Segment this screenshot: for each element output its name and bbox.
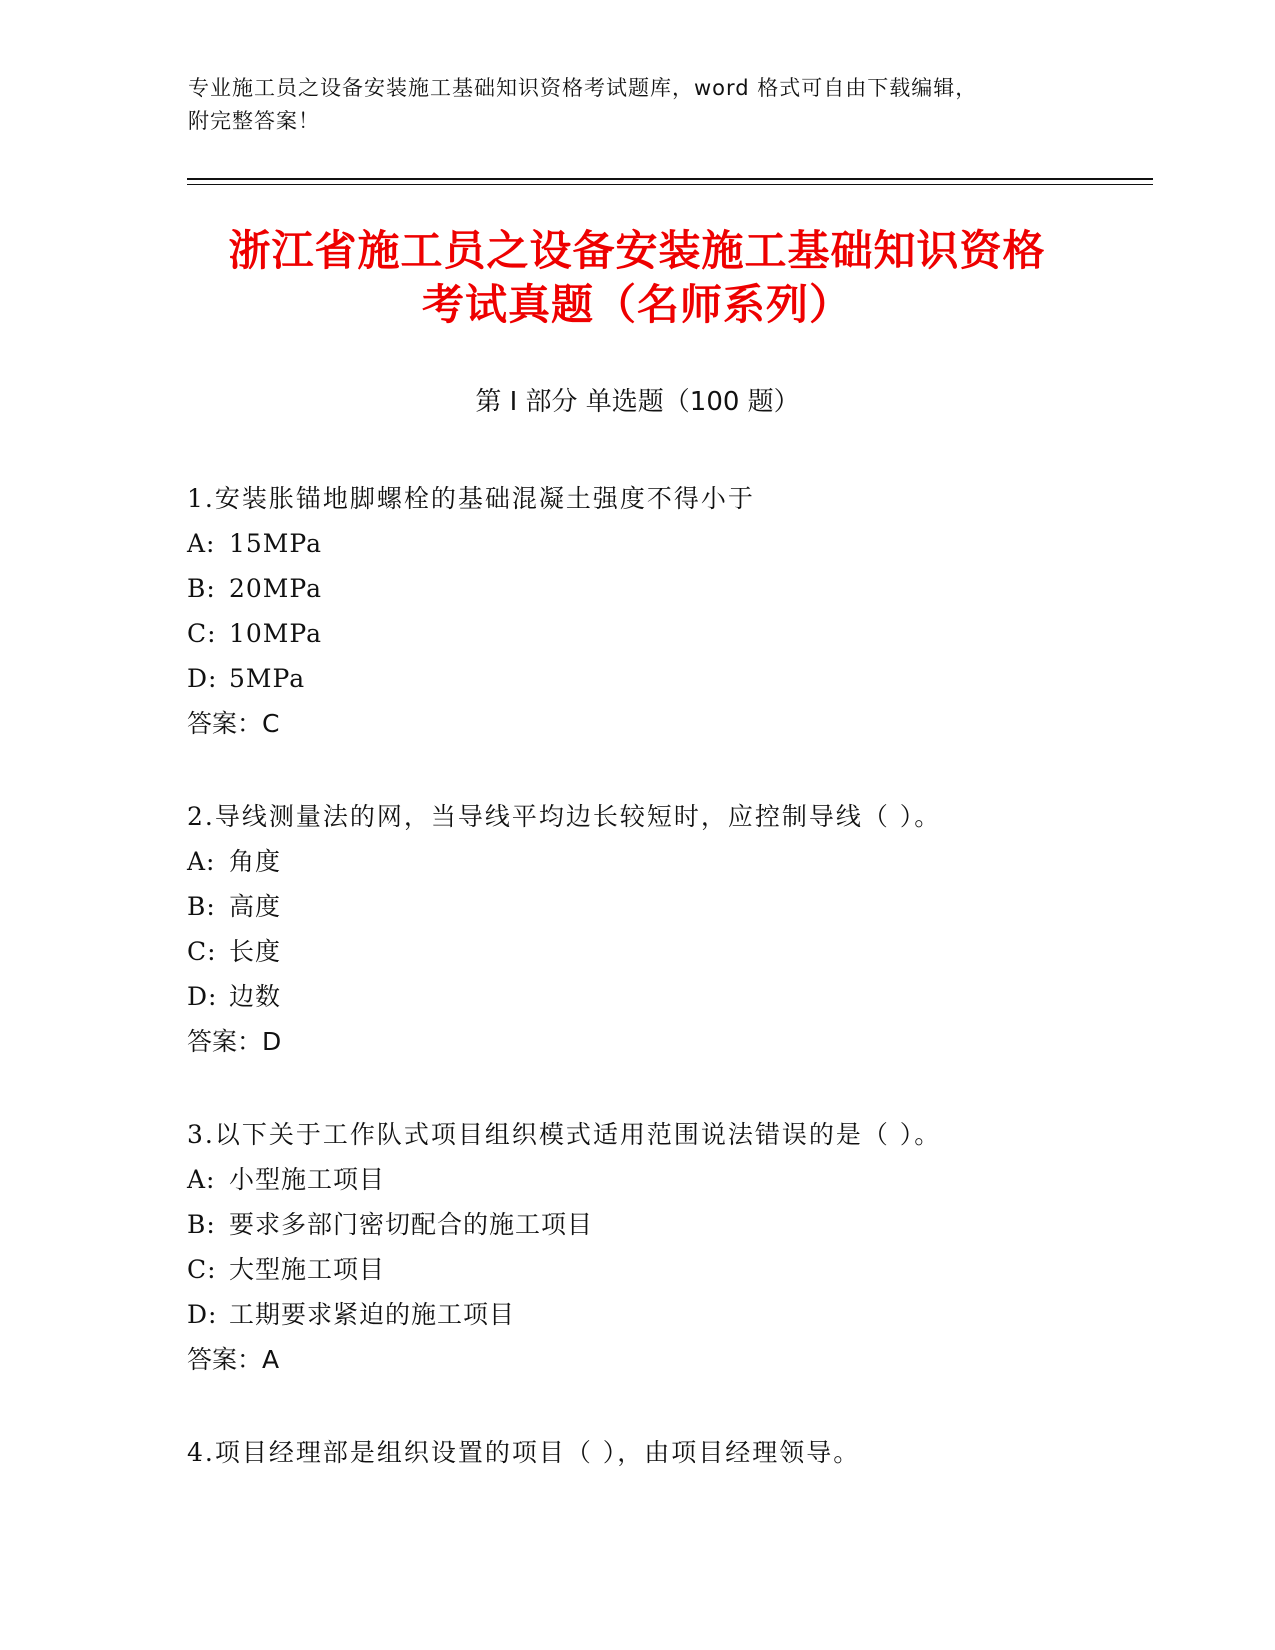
question-item (187, 476, 1147, 746)
option-key: C: (187, 619, 217, 648)
question-stem: 2.导线测量法的网，当导线平均边长较短时，应控制导线（ ）。 (187, 802, 942, 831)
option-key: B: (187, 892, 216, 921)
answer-line: 答案：A (187, 1345, 280, 1374)
option-text: 高度 (229, 892, 282, 921)
section-heading: 第 I 部分 单选题（100 题） (475, 387, 800, 417)
option-key: A: (187, 847, 216, 876)
question-stem: 3.以下关于工作队式项目组织模式适用范围说法错误的是（ ）。 (187, 1120, 942, 1149)
option-a (187, 1157, 1147, 1202)
question-stem: 1.安装胀锚地脚螺栓的基础混凝土强度不得小于 (187, 484, 755, 513)
option-c (187, 611, 1147, 656)
question-list (187, 476, 1147, 1523)
document-title-line-1: 浙江省施工员之设备安装施工基础知识资格 (228, 226, 1046, 275)
answer-line: 答案：D (187, 1027, 282, 1056)
option-text: 15MPa (229, 529, 323, 558)
header-divider-thin (187, 184, 1153, 185)
option-key: C: (187, 937, 217, 966)
option-text: 10MPa (229, 619, 323, 648)
question-stem: 4.项目经理部是组织设置的项目（ ），由项目经理领导。 (187, 1438, 861, 1467)
option-key: C: (187, 1255, 217, 1284)
option-key: B: (187, 1210, 216, 1239)
option-c (187, 1247, 1147, 1292)
document-title (137, 224, 1137, 332)
option-d (187, 656, 1147, 701)
question-item (187, 1112, 1147, 1382)
option-text: 5MPa (229, 664, 306, 693)
option-text: 小型施工项目 (229, 1165, 386, 1194)
option-key: D: (187, 1300, 218, 1329)
option-key: D: (187, 664, 218, 693)
option-b (187, 1202, 1147, 1247)
option-key: A: (187, 529, 216, 558)
option-a (187, 839, 1147, 884)
option-text: 角度 (229, 847, 282, 876)
option-d (187, 1292, 1147, 1337)
option-text: 长度 (229, 937, 282, 966)
option-c (187, 929, 1147, 974)
option-key: B: (187, 574, 216, 603)
question-item (187, 794, 1147, 1064)
document-title-line-2: 考试真题（名师系列） (421, 280, 852, 329)
header-divider-thick (187, 178, 1153, 180)
option-key: D: (187, 982, 218, 1011)
option-text: 工期要求紧迫的施工项目 (229, 1300, 516, 1329)
question-item (187, 1430, 1147, 1475)
answer-line: 答案：C (187, 709, 280, 738)
option-d (187, 974, 1147, 1019)
option-text: 边数 (229, 982, 282, 1011)
header-note-line-2: 附完整答案！ (188, 109, 320, 133)
header-note-line-1: 专业施工员之设备安装施工基础知识资格考试题库，word 格式可自由下载编辑， (188, 76, 978, 100)
option-b (187, 566, 1147, 611)
option-b (187, 884, 1147, 929)
option-key: A: (187, 1165, 216, 1194)
option-a (187, 521, 1147, 566)
option-text: 要求多部门密切配合的施工项目 (229, 1210, 594, 1239)
header-note (188, 72, 1088, 138)
option-text: 20MPa (229, 574, 323, 603)
option-text: 大型施工项目 (229, 1255, 386, 1284)
